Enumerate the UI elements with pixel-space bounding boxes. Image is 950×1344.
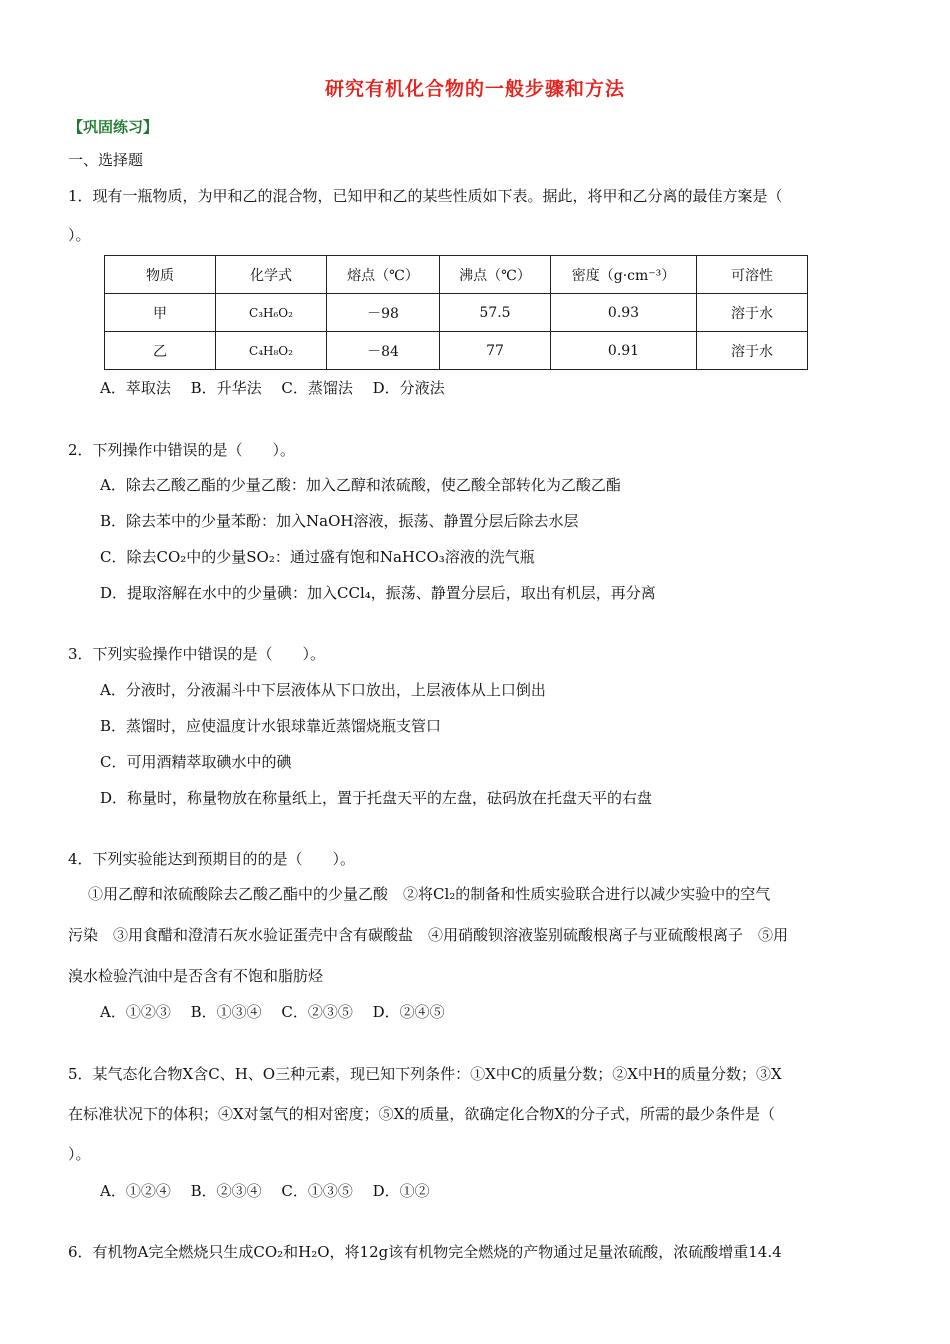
q6-stem-line1: 6．有机物A完全燃烧只生成CO₂和H₂O，将12g该有机物完全燃烧的产物通过足量浓硫酸，浓硫酸增重14.4 — [68, 1243, 782, 1261]
table-cell: －98 — [327, 294, 440, 332]
table-row — [105, 332, 808, 370]
q2-option-c: C．除去CO₂中的少量SO₂：通过盛有饱和NaHCO₃溶液的洗气瓶 — [100, 548, 535, 566]
q3-option-b: B．蒸馏时，应使温度计水银球靠近蒸馏烧瓶支管口 — [100, 717, 442, 735]
table-header-cell: 熔点（℃） — [327, 256, 440, 294]
table-cell: 甲 — [105, 294, 216, 332]
table-header-cell: 沸点（℃） — [440, 256, 551, 294]
table-header-cell: 密度（g·cm⁻³） — [551, 256, 697, 294]
table-cell: 57.5 — [440, 294, 551, 332]
properties-table — [104, 255, 808, 370]
table-cell: 77 — [440, 332, 551, 370]
page-title: 研究有机化合物的一般步骤和方法 — [324, 78, 625, 100]
table-cell: C₄H₈O₂ — [216, 332, 327, 370]
table-cell: 溶于水 — [697, 332, 808, 370]
table-header-row — [105, 256, 808, 294]
q2-option-b: B．除去苯中的少量苯酚：加入NaOH溶液，振荡、静置分层后除去水层 — [100, 512, 579, 530]
q2-option-a: A．除去乙酸乙酯的少量乙酸：加入乙醇和浓硫酸，使乙酸全部转化为乙酸乙酯 — [100, 476, 621, 494]
table-cell: －84 — [327, 332, 440, 370]
part-heading: 一、选择题 — [68, 151, 144, 169]
q5-stem-line1: 5．某气态化合物X含C、H、O三种元素，现已知下列条件：①X中C的质量分数；②X中H的质量分数；③X — [68, 1065, 782, 1083]
q3-option-c: C．可用酒精萃取碘水中的碘 — [100, 753, 292, 771]
q4-stem: 4．下列实验能达到预期目的的是（ ）。 — [68, 850, 356, 868]
q1-stem-line2: ）。 — [68, 226, 91, 244]
q3-stem: 3．下列实验操作中错误的是（ ）。 — [68, 645, 326, 663]
q4-body-line3: 溴水检验汽油中是否含有不饱和脂肪烃 — [68, 967, 324, 985]
table-cell: 0.93 — [551, 294, 697, 332]
q3-option-d: D．称量时，称量物放在称量纸上，置于托盘天平的左盘，砝码放在托盘天平的右盘 — [100, 789, 653, 807]
table-header-cell: 化学式 — [216, 256, 327, 294]
q5-options: A．①②④ B．②③④ C．①③⑤ D．①② — [100, 1182, 430, 1200]
q3-option-a: A．分液时，分液漏斗中下层液体从下口放出，上层液体从上口倒出 — [100, 681, 546, 699]
table-header-cell: 物质 — [105, 256, 216, 294]
table-cell: 0.91 — [551, 332, 697, 370]
table-header-cell: 可溶性 — [697, 256, 808, 294]
q4-body-line2: 污染 ③用食醋和澄清石灰水验证蛋壳中含有碳酸盐 ④用硝酸钡溶液鉴别硫酸根离子与亚硫酸根离子 ⑤用 — [68, 926, 789, 944]
q1-options: A．萃取法 B．升华法 C．蒸馏法 D．分液法 — [100, 379, 445, 397]
section-label: 【巩固练习】 — [68, 118, 159, 136]
q5-stem-line3: ）。 — [68, 1145, 91, 1163]
table-row — [105, 294, 808, 332]
table-cell: C₃H₆O₂ — [216, 294, 327, 332]
q5-stem-line2: 在标准状况下的体积；④X对氢气的相对密度；⑤X的质量，欲确定化合物X的分子式，所需的最少条件是（ — [68, 1105, 776, 1123]
q1-stem-line1: 1．现有一瓶物质，为甲和乙的混合物，已知甲和乙的某些性质如下表。据此，将甲和乙分离的最佳方案是（ — [68, 187, 783, 205]
table-cell: 乙 — [105, 332, 216, 370]
q4-body-line1: ①用乙醇和浓硫酸除去乙酸乙酯中的少量乙酸 ②将Cl₂的制备和性质实验联合进行以减少实验中的空气 — [88, 885, 771, 903]
q4-options: A．①②③ B．①③④ C．②③⑤ D．②④⑤ — [100, 1003, 445, 1021]
q2-stem: 2．下列操作中错误的是（ ）。 — [68, 441, 296, 459]
table-cell: 溶于水 — [697, 294, 808, 332]
q2-option-d: D．提取溶解在水中的少量碘：加入CCl₄，振荡、静置分层后，取出有机层，再分离 — [100, 584, 656, 602]
